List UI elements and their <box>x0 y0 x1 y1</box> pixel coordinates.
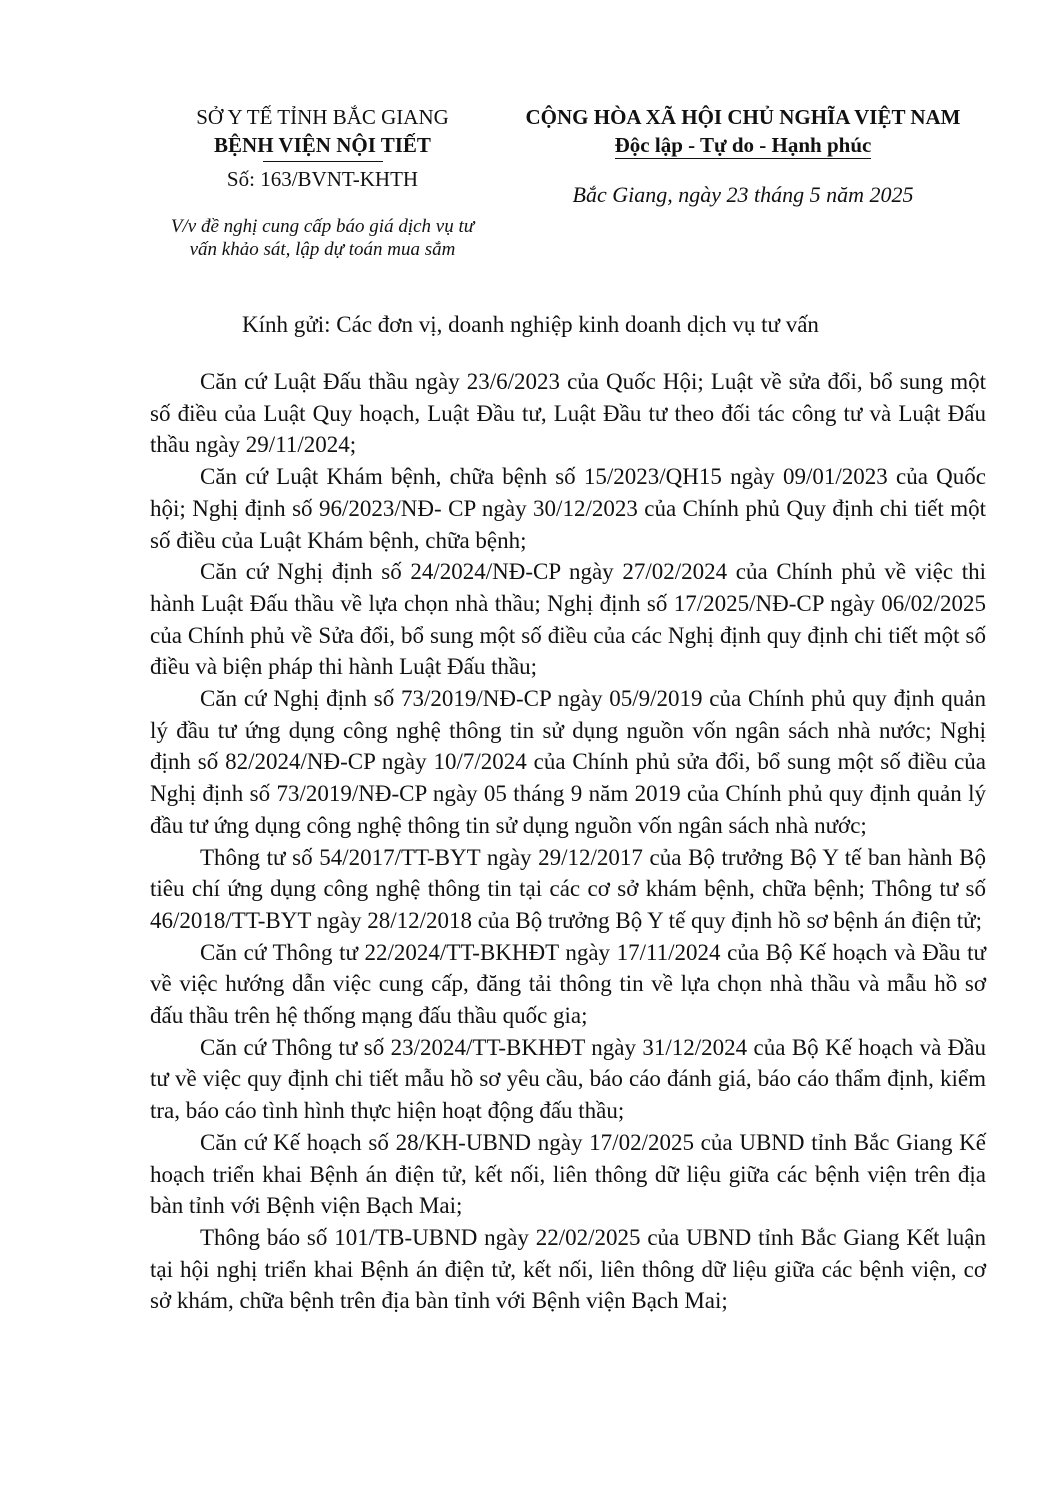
body-paragraph: Căn cứ Thông tư 22/2024/TT-BKHĐT ngày 17/11/2024 của Bộ Kế hoạch và Đầu tư về việc hướng dẫn việc cung cấp, đăng tải thông tin về lựa chọn nhà thầu và mẫu hồ sơ đấu thầu trên hệ thống mạng đấu thầu quốc gia; <box>150 939 986 1029</box>
doc-number-prefix: Số: <box>226 167 261 191</box>
document-number <box>155 165 490 193</box>
body-paragraph: Căn cứ Thông tư số 23/2024/TT-BKHĐT ngày 31/12/2024 của Bộ Kế hoạch và Đầu tư về việc quy định chi tiết mẫu hồ sơ yêu cầu, báo cáo đánh giá, báo cáo thẩm định, kiểm tra, báo cáo tình hình thực hiện hoạt động đấu thầu; <box>150 1034 986 1124</box>
department-name: SỞ Y TẾ TỈNH BẮC GIANG <box>196 105 449 129</box>
body-paragraph: Căn cứ Luật Đấu thầu ngày 23/6/2023 của Quốc Hội; Luật về sửa đổi, bổ sung một số điều của Luật Quy hoạch, Luật Đầu tư, Luật Đầu tư theo đối tác công tư và Luật Đấu thầu ngày 29/11/2024; <box>150 369 986 458</box>
national-heading-block <box>498 103 988 209</box>
body-paragraph: Căn cứ Luật Khám bệnh, chữa bệnh số 15/2023/QH15 ngày 09/01/2023 của Quốc hội; Nghị định số 96/2023/NĐ- CP ngày 30/12/2023 của Chính phủ Quy định chi tiết một số điều của Luật Khám bệnh, chữa bệnh; <box>150 464 986 553</box>
body-paragraph: Thông báo số 101/TB-UBND ngày 22/02/2025 của UBND tỉnh Bắc Giang Kết luận tại hội nghị triển khai Bệnh án điện tử, kết nối, liên thông dữ liệu giữa các bệnh viện, cơ sở khám, chữa bệnh trên địa bàn tỉnh với Bệnh viện Bạch Mai; <box>150 1224 986 1314</box>
document-date: Bắc Giang, ngày 23 tháng 5 năm 2025 <box>572 182 914 207</box>
doc-number-suffix: /BVNT-KHTH <box>291 167 419 191</box>
body-paragraph: Căn cứ Kế hoạch số 28/KH-UBND ngày 17/02/2025 của UBND tỉnh Bắc Giang Kế hoạch triển khai Bệnh án điện tử, kết nối, liên thông dữ liệu giữa các bệnh viện trên địa bàn tỉnh với Bệnh viện Bạch Mai; <box>150 1129 986 1219</box>
document-body <box>150 366 986 1317</box>
issuer-block <box>155 103 490 261</box>
document-subject: V/v đề nghị cung cấp báo giá dịch vụ tư vấn khảo sát, lập dự toán mua sắm <box>170 216 475 260</box>
national-title: CỘNG HÒA XÃ HỘI CHỦ NGHĨA VIỆT NAM <box>525 105 961 129</box>
organization-underline <box>263 161 383 162</box>
body-paragraph: Căn cứ Nghị định số 73/2019/NĐ-CP ngày 05/9/2019 của Chính phủ quy định quản lý đầu tư ứng dụng công nghệ thông tin sử dụng nguồn vốn ngân sách nhà nước; Nghị định số 82/2024/NĐ-CP ngày 10/7/2024 của Chính phủ sửa đổi, bổ sung một số điều của Nghị định số 73/2019/NĐ-CP ngày 05 tháng 9 năm 2019 của Chính phủ quy định quản lý đầu tư ứng dụng công nghệ thông tin sử dụng nguồn vốn ngân sách nhà nước; <box>150 686 986 838</box>
national-motto: Độc lập - Tự do - Hạnh phúc <box>614 133 872 157</box>
body-paragraph: Thông tư số 54/2017/TT-BYT ngày 29/12/2017 của Bộ trưởng Bộ Y tế ban hành Bộ tiêu chí ứng dụng công nghệ thông tin tại các cơ sở khám bệnh, chữa bệnh; Thông tư số 46/2018/TT-BYT ngày 28/12/2018 của Bộ trưởng Bộ Y tế quy định hồ sơ bệnh án điện tử; <box>150 844 986 933</box>
recipient-line: Kính gửi: Các đơn vị, doanh nghiệp kinh doanh dịch vụ tư vấn <box>242 312 819 337</box>
organization-name: BỆNH VIỆN NỘI TIẾT <box>214 133 431 157</box>
doc-number-value: 163 <box>260 167 292 191</box>
body-paragraph: Căn cứ Nghị định số 24/2024/NĐ-CP ngày 27/02/2024 của Chính phủ về việc thi hành Luật Đấu thầu về lựa chọn nhà thầu; Nghị định số 17/2025/NĐ-CP ngày 06/02/2025 của Chính phủ về Sửa đổi, bổ sung một số điều của các Nghị định quy định chi tiết một số điều và biện pháp thi hành Luật Đấu thầu; <box>150 559 986 680</box>
